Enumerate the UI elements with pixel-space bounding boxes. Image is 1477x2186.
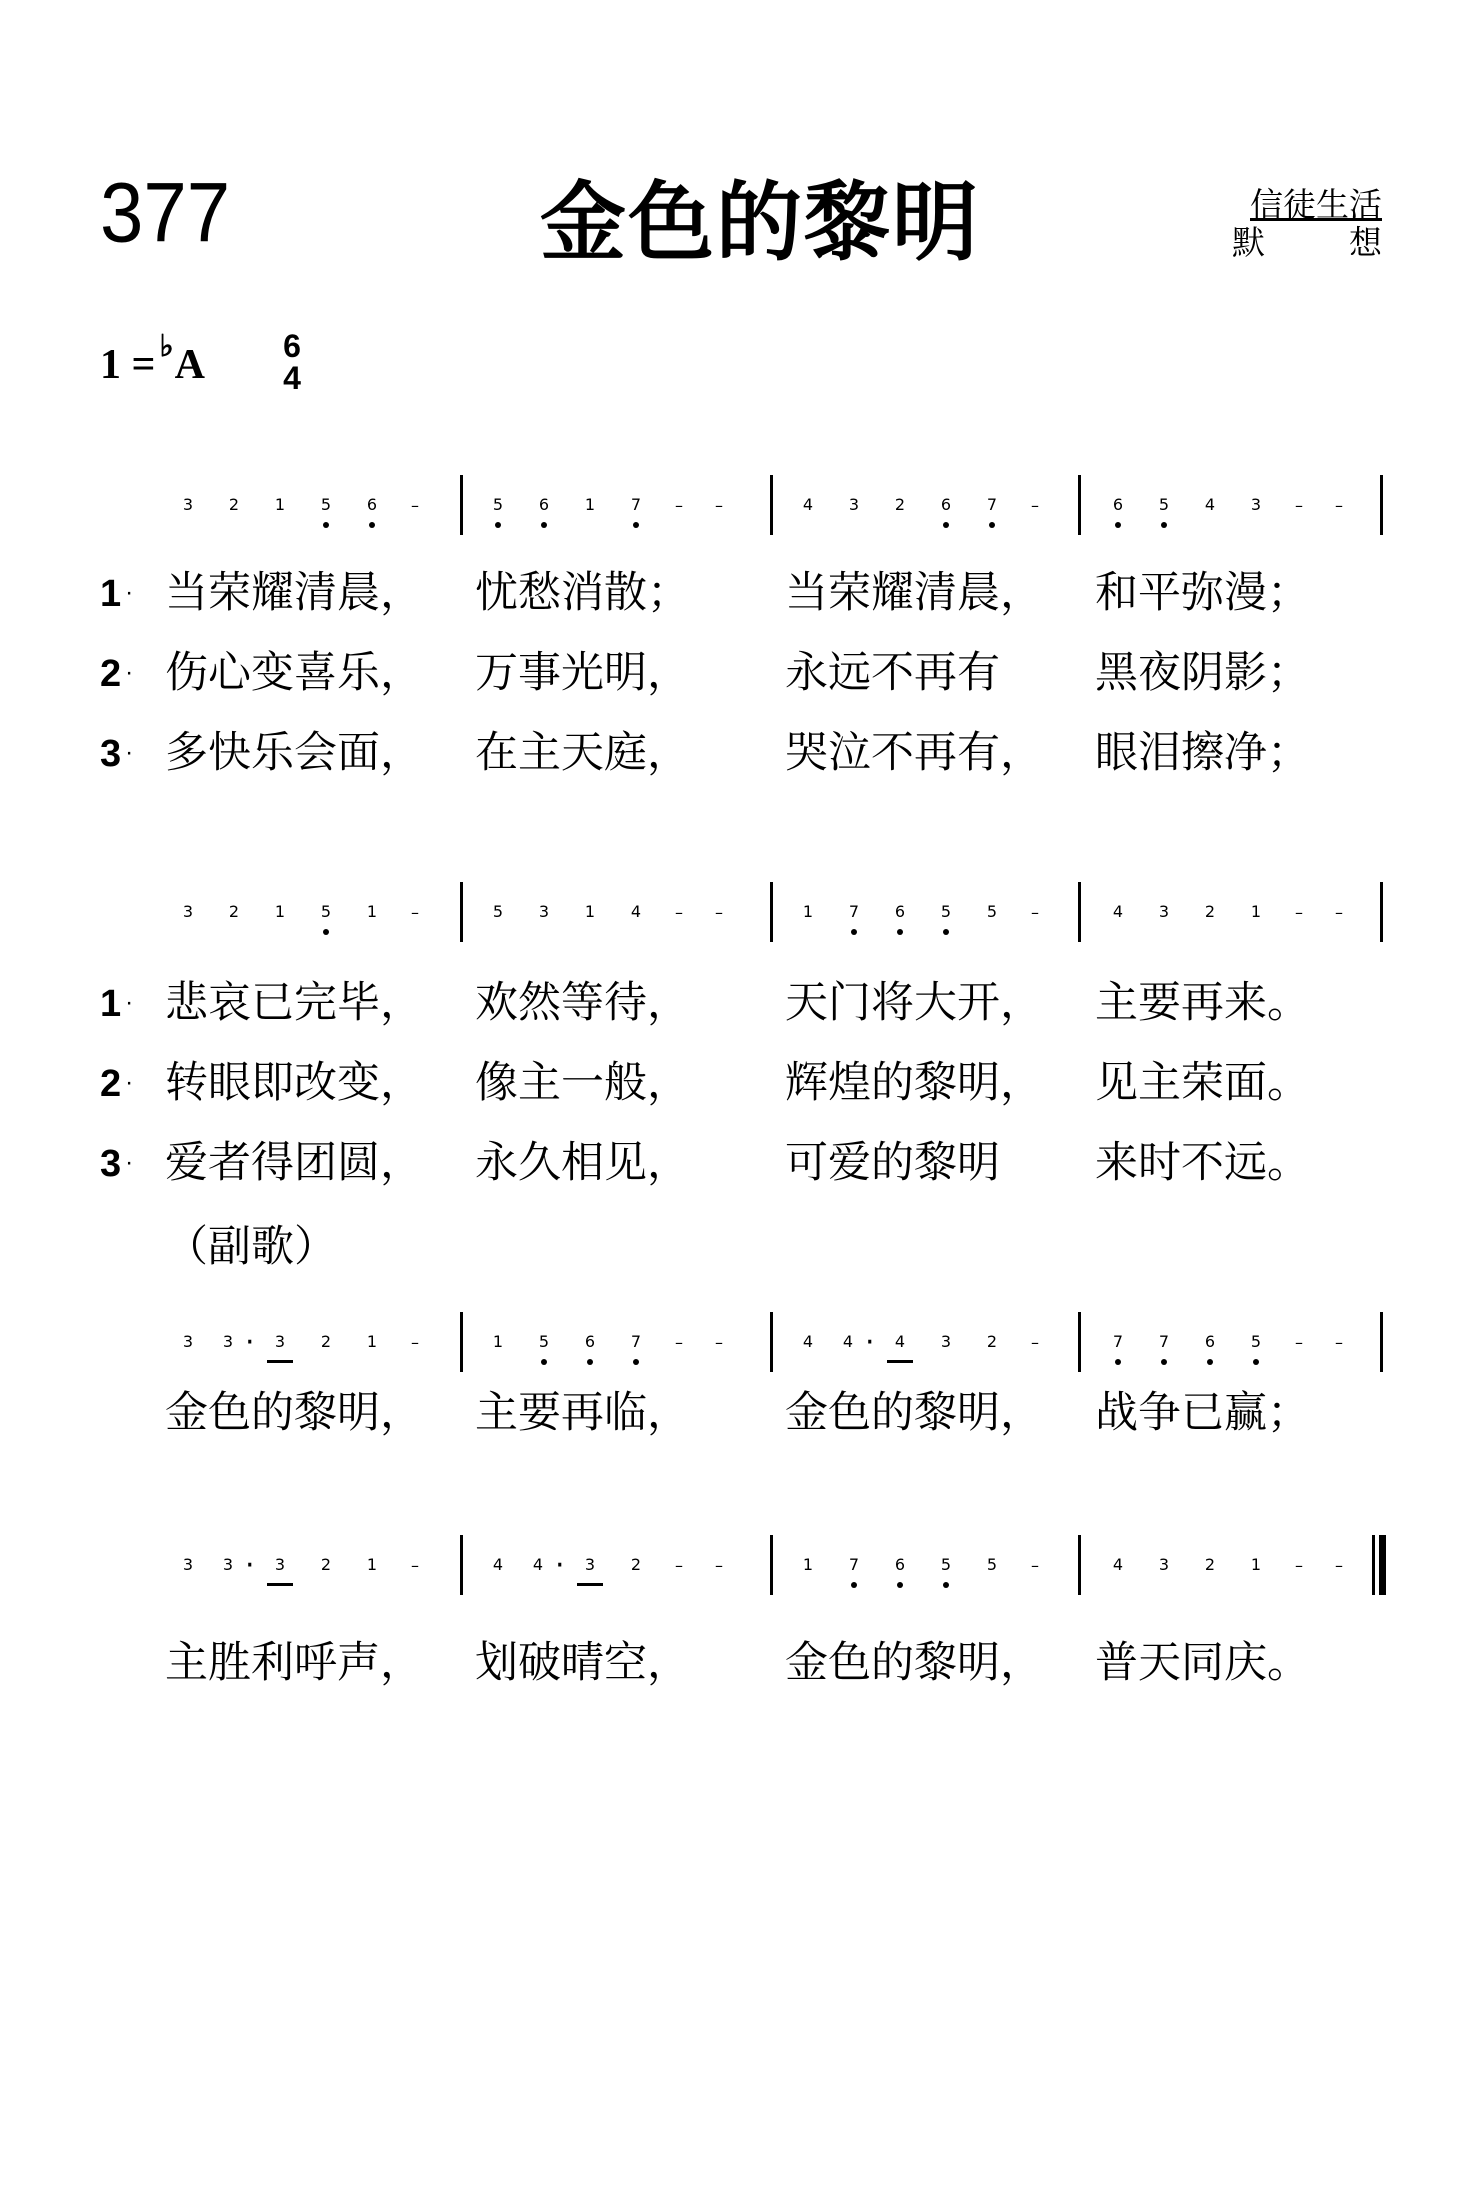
augmentation-dot: · [245, 1547, 255, 1583]
lyric-phrase: 万事光明， [475, 648, 690, 698]
note: 2 [630, 1555, 642, 1574]
note: 3 [182, 1555, 194, 1574]
note: 1 [492, 1332, 504, 1351]
barline [770, 882, 773, 942]
note: 5 [492, 902, 504, 921]
measure [165, 1312, 435, 1372]
note: 1 [274, 902, 286, 921]
lyric-phrase: 永远不再有 [785, 648, 1000, 698]
note: 5 [303, 482, 349, 528]
note: 2 [1204, 1555, 1216, 1574]
measure [475, 1535, 739, 1595]
sustain-dash: – [411, 495, 419, 515]
lyric-phrase: 在主天庭， [475, 728, 690, 778]
lyric-phrase: 可爱的黎明 [785, 1138, 1000, 1188]
note: 7 [969, 482, 1015, 528]
note: 3 [182, 1332, 194, 1351]
hymn-number: 377 [100, 164, 231, 260]
sustain-dash: – [411, 1332, 419, 1352]
barline [460, 1312, 463, 1372]
measure [785, 475, 1055, 535]
lyric-phrase: 金色的黎明， [165, 1388, 423, 1438]
note: 1 [802, 902, 814, 921]
note: 7 [613, 482, 659, 528]
lyric-phrase: 忧愁消散； [475, 568, 690, 618]
note: 2 [320, 1332, 332, 1351]
verse-number-dot: · [125, 659, 134, 686]
lyric-phrase: 辉煌的黎明， [785, 1058, 1043, 1108]
hymn-title: 金色的黎明 [540, 173, 980, 273]
augmentation-dot: · [245, 1324, 255, 1360]
note: 6 [349, 482, 395, 528]
note: 3 [1158, 1555, 1170, 1574]
lyric-phrase: 金色的黎明， [785, 1638, 1043, 1688]
chorus-label: （副歌） [165, 1222, 337, 1272]
lyric-phrase: 和平弥漫； [1095, 568, 1310, 618]
sustain-dash: – [1295, 495, 1303, 515]
note: 6 [923, 482, 969, 528]
sustain-dash: – [1295, 1555, 1303, 1575]
sustain-dash: – [675, 495, 683, 515]
lyric-phrase: 悲哀已完毕， [165, 978, 423, 1028]
lyric-phrase: 黑夜阴影； [1095, 648, 1310, 698]
verse-number-digit: 1 [100, 573, 122, 615]
time-signature-bottom: 4 [283, 360, 301, 396]
measure [475, 882, 739, 942]
barline [460, 475, 463, 535]
note: 6 [877, 889, 923, 935]
note: 1 [366, 902, 378, 921]
note: 3 [567, 1542, 613, 1588]
barline [1078, 882, 1081, 942]
lyric-phrase: 天门将大开， [785, 978, 1043, 1028]
lyric-phrase: 多快乐会面， [165, 728, 423, 778]
verse-number [100, 655, 133, 693]
note: 2 [986, 1332, 998, 1351]
note: 1 [584, 495, 596, 514]
note: 5 [475, 482, 521, 528]
note: 5 [1233, 1319, 1279, 1365]
sustain-dash: – [1031, 495, 1039, 515]
note: 3 [1158, 902, 1170, 921]
note: 3 [1250, 495, 1262, 514]
barline [460, 1535, 463, 1595]
measure [1095, 1312, 1359, 1372]
note: 7 [831, 889, 877, 935]
lyric-phrase: 眼泪擦净； [1095, 728, 1310, 778]
sustain-dash: – [1295, 902, 1303, 922]
note: 4 [1204, 495, 1216, 514]
tune-credit-char: 想 [1349, 223, 1382, 262]
note: 5 [923, 1542, 969, 1588]
sustain-dash: – [675, 902, 683, 922]
note: 5 [521, 1319, 567, 1365]
measure [785, 1535, 1055, 1595]
lyric-phrase: 战争已赢； [1095, 1388, 1310, 1438]
flat-icon: ♭ [159, 330, 174, 363]
measure [1095, 475, 1359, 535]
note: 1 [366, 1332, 378, 1351]
lyric-phrase: 主胜利呼声， [165, 1638, 423, 1688]
note: 4 [1112, 1555, 1124, 1574]
measure [475, 1312, 739, 1372]
note: 1 [584, 902, 596, 921]
note: 1 [274, 495, 286, 514]
barline [770, 475, 773, 535]
note: 3 [940, 1332, 952, 1351]
note: 5 [986, 1555, 998, 1574]
lyric-phrase: 伤心变喜乐， [165, 648, 423, 698]
note: 3 [222, 1555, 234, 1574]
note: 2 [228, 902, 240, 921]
verse-number [100, 1065, 133, 1103]
measure [165, 1535, 435, 1595]
note: 3 [848, 495, 860, 514]
lyric-phrase: 见主荣面。 [1095, 1058, 1310, 1108]
note: 5 [303, 889, 349, 935]
lyric-phrase: 金色的黎明， [785, 1388, 1043, 1438]
note: 6 [567, 1319, 613, 1365]
verse-number-digit: 3 [100, 1143, 122, 1185]
barline [1380, 882, 1383, 942]
note: 3 [257, 1542, 303, 1588]
credits [1232, 186, 1382, 262]
note: 7 [1141, 1319, 1187, 1365]
note: 7 [1095, 1319, 1141, 1365]
barline [1380, 1312, 1383, 1372]
note: 4 [1112, 902, 1124, 921]
lyric-phrase: 哭泣不再有， [785, 728, 1043, 778]
verse-number-dot: · [125, 1149, 134, 1176]
sustain-dash: – [675, 1332, 683, 1352]
note: 4 [877, 1319, 923, 1365]
verse-number-dot: · [125, 989, 134, 1016]
sustain-dash: – [1335, 495, 1343, 515]
sustain-dash: – [1335, 902, 1343, 922]
note: 2 [228, 495, 240, 514]
barline [770, 1312, 773, 1372]
sustain-dash: – [411, 1555, 419, 1575]
measure [475, 475, 739, 535]
time-signature [278, 330, 306, 394]
note: 6 [1095, 482, 1141, 528]
barline [1078, 475, 1081, 535]
tune-credit-char: 默 [1232, 223, 1265, 262]
lyric-phrase: 主要再来。 [1095, 978, 1310, 1028]
lyric-phrase: 划破晴空， [475, 1638, 690, 1688]
measure [1095, 882, 1359, 942]
verse-number-dot: · [125, 1069, 134, 1096]
note: 6 [877, 1542, 923, 1588]
note: 4 [492, 1555, 504, 1574]
barline [1380, 475, 1383, 535]
barline [460, 882, 463, 942]
barline [1078, 1535, 1081, 1595]
sustain-dash: – [715, 1332, 723, 1352]
lyric-phrase: 当荣耀清晨， [165, 568, 423, 618]
lyric-phrase: 欢然等待， [475, 978, 690, 1028]
note: 5 [1141, 482, 1187, 528]
barline [1078, 1312, 1081, 1372]
final-barline [1372, 1535, 1386, 1595]
barline [770, 1535, 773, 1595]
sustain-dash: – [715, 1555, 723, 1575]
sustain-dash: – [1031, 1332, 1039, 1352]
note: 6 [1187, 1319, 1233, 1365]
sustain-dash: – [1031, 902, 1039, 922]
sustain-dash: – [1335, 1555, 1343, 1575]
lyric-phrase: 普天同庆。 [1095, 1638, 1310, 1688]
sustain-dash: – [1031, 1555, 1039, 1575]
verse-number [100, 1145, 133, 1183]
verse-number-digit: 1 [100, 983, 122, 1025]
note: 7 [613, 1319, 659, 1365]
sustain-dash: – [715, 902, 723, 922]
lyric-phrase: 像主一般， [475, 1058, 690, 1108]
note: 3 [538, 902, 550, 921]
note: 5 [923, 889, 969, 935]
augmentation-dot: · [865, 1324, 875, 1360]
augmentation-dot: · [555, 1547, 565, 1583]
measure [785, 1312, 1055, 1372]
tune-credit [1232, 224, 1382, 262]
verse-number-dot: · [125, 739, 134, 766]
note: 2 [894, 495, 906, 514]
note: 6 [521, 482, 567, 528]
sustain-dash: – [1335, 1332, 1343, 1352]
measure [165, 882, 435, 942]
lyric-phrase: 来时不远。 [1095, 1138, 1310, 1188]
note: 3 [182, 495, 194, 514]
key-note: A [174, 342, 205, 388]
verse-number-digit: 2 [100, 1063, 122, 1105]
key-prefix: 1 = [100, 342, 156, 388]
verse-number [100, 735, 133, 773]
note: 1 [1250, 902, 1262, 921]
verse-number-dot: · [125, 579, 134, 606]
sustain-dash: – [675, 1555, 683, 1575]
note: 2 [1204, 902, 1216, 921]
lyric-phrase: 爱者得团圆， [165, 1138, 423, 1188]
sustain-dash: – [1295, 1332, 1303, 1352]
sustain-dash: – [715, 495, 723, 515]
lyric-phrase: 当荣耀清晨， [785, 568, 1043, 618]
measure [1095, 1535, 1359, 1595]
note: 3 [257, 1319, 303, 1365]
verse-number [100, 575, 133, 613]
note: 1 [802, 1555, 814, 1574]
note: 4 [630, 902, 642, 921]
note: 1 [366, 1555, 378, 1574]
note: 3 [222, 1332, 234, 1351]
source-credit: 信徒生活 [1250, 185, 1382, 224]
note: 4 [802, 1332, 814, 1351]
lyric-phrase: 永久相见， [475, 1138, 690, 1188]
note: 3 [182, 902, 194, 921]
measure [165, 475, 435, 535]
sustain-dash: – [411, 902, 419, 922]
lyric-phrase: 主要再临， [475, 1388, 690, 1438]
note: 5 [986, 902, 998, 921]
verse-number [100, 985, 133, 1023]
note: 4 [842, 1332, 854, 1351]
verse-number-digit: 2 [100, 653, 122, 695]
note: 4 [532, 1555, 544, 1574]
key-signature [100, 330, 205, 388]
verse-number-digit: 3 [100, 733, 122, 775]
note: 4 [802, 495, 814, 514]
measure [785, 882, 1055, 942]
lyric-phrase: 转眼即改变， [165, 1058, 423, 1108]
note: 7 [831, 1542, 877, 1588]
time-signature-top: 6 [283, 328, 301, 364]
note: 1 [1250, 1555, 1262, 1574]
note: 2 [320, 1555, 332, 1574]
